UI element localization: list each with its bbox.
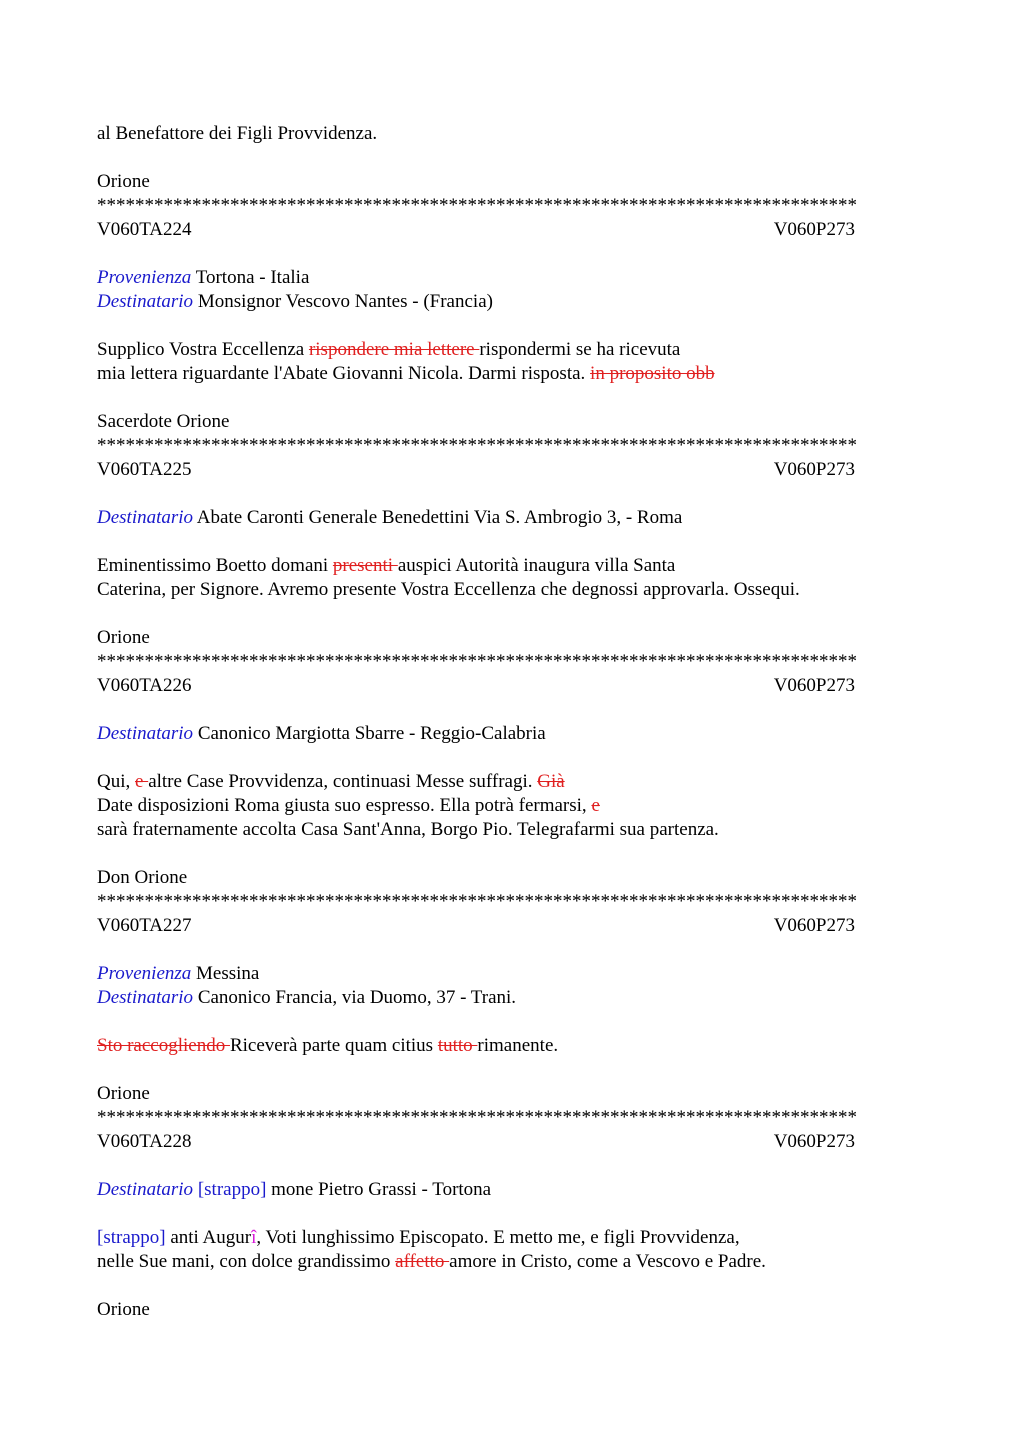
signature: Orione (97, 1299, 150, 1320)
entry-code-row (97, 1130, 855, 1154)
destinatario-value: Canonico Margiotta Sbarre - Reggio-Calabria (197, 723, 546, 744)
text-fragment: Riceverà parte quam citius (229, 1035, 438, 1056)
document-page (97, 122, 927, 1322)
page-code: V060P273 (773, 915, 855, 936)
destinatario-line (97, 1178, 927, 1202)
provenienza-value: Messina (196, 963, 260, 984)
destinatario-value: Abate Caronti Generale Benedettini Via S. Ambrogio 3, - Roma (196, 507, 683, 528)
destinatario-line (97, 722, 927, 746)
text-fragment: auspici Autorità inaugura villa Santa (397, 555, 676, 576)
text-fragment: Date disposizioni Roma giusta suo espresso. Ella potrà fermarsi, (97, 795, 592, 816)
deleted-text: tutto (437, 1035, 478, 1056)
deleted-text: Già (537, 771, 565, 792)
text-fragment: Eminentissimo Boetto domani (97, 555, 333, 576)
deleted-text: affetto (395, 1251, 450, 1272)
entry-code: V060TA227 (97, 915, 192, 936)
deleted-text: in proposito obb (590, 363, 715, 384)
entry-code: V060TA226 (97, 675, 192, 696)
provenienza-label: Provenienza (97, 267, 192, 288)
destinatario-line (97, 290, 927, 314)
entry-code-row (97, 674, 855, 698)
destinatario-label: Destinatario (97, 1179, 194, 1200)
page-code: V060P273 (773, 219, 855, 240)
page-code: V060P273 (773, 1131, 855, 1152)
separator: ******************************************************************************** (97, 651, 857, 672)
text-fragment: rimanente. (477, 1035, 559, 1056)
separator: ******************************************************************************** (97, 435, 857, 456)
signature: Orione (97, 171, 150, 192)
text-fragment: amore in Cristo, come a Vescovo e Padre. (449, 1251, 766, 1272)
deleted-text: e (135, 771, 149, 792)
text-fragment: Qui, (97, 771, 135, 792)
separator: ******************************************************************************** (97, 195, 857, 216)
destinatario-label: Destinatario (97, 987, 194, 1008)
deleted-text: Sto raccogliendo (97, 1035, 230, 1056)
signature: Orione (97, 627, 150, 648)
destinatario-label: Destinatario (97, 507, 194, 528)
destinatario-label: Destinatario (97, 291, 194, 312)
entry-code: V060TA224 (97, 219, 192, 240)
deleted-text: presenti (332, 555, 398, 576)
destinatario-line (97, 506, 927, 530)
text-line (97, 362, 927, 386)
text-line (97, 770, 927, 794)
text-fragment: anti Augur (165, 1227, 252, 1248)
signature: Orione (97, 1083, 150, 1104)
entry-code-row (97, 458, 855, 482)
text-fragment: mia lettera riguardante l'Abate Giovanni Nicola. Darmi risposta. (97, 363, 591, 384)
destinatario-line (97, 986, 927, 1010)
destinatario-label: Destinatario (97, 723, 194, 744)
signature: Don Orione (97, 867, 188, 888)
page-code: V060P273 (773, 675, 855, 696)
entry-code: V060TA225 (97, 459, 192, 480)
strappo-note: strappo (103, 1227, 160, 1248)
text-line (97, 338, 927, 362)
bracket-note: [strappo] (197, 1179, 267, 1200)
separator: ******************************************************************************** (97, 1107, 857, 1128)
provenienza-line (97, 266, 927, 290)
text-line (97, 1250, 927, 1274)
signature: Sacerdote Orione (97, 411, 230, 432)
destinatario-value: Monsignor Vescovo Nantes - (Francia) (197, 291, 493, 312)
text-line: sarà fraternamente accolta Casa Sant'Anna, Borgo Pio. Telegrafarmi sua partenza. (97, 819, 719, 840)
entry-code-row (97, 218, 855, 242)
deleted-text: e (591, 795, 600, 816)
text-line (97, 1226, 927, 1250)
text-line (97, 1034, 927, 1058)
entry-code: V060TA228 (97, 1131, 192, 1152)
page-code: V060P273 (773, 459, 855, 480)
destinatario-value: mone Pietro Grassi - Tortona (266, 1179, 492, 1200)
text-fragment: Supplico Vostra Eccellenza (97, 339, 309, 360)
entry-code-row (97, 914, 855, 938)
uncertain-char: î (251, 1227, 257, 1248)
bracket-note: [strappo] (97, 1227, 166, 1248)
text-line: Caterina, per Signore. Avremo presente Vostra Eccellenza che degnossi approvarla. Ossequi. (97, 579, 800, 600)
text-fragment: altre Case Provvidenza, continuasi Messe suffragi. (148, 771, 538, 792)
destinatario-value: Canonico Francia, via Duomo, 37 - Trani. (197, 987, 517, 1008)
provenienza-line (97, 962, 927, 986)
text-fragment: , Voti lunghissimo Episcopato. E metto me, e figli Provvidenza, (256, 1227, 740, 1248)
intro-line: al Benefattore dei Figli Provvidenza. (97, 123, 378, 144)
text-line (97, 554, 927, 578)
separator: ******************************************************************************** (97, 891, 857, 912)
strappo-note: strappo (204, 1179, 261, 1200)
provenienza-label: Provenienza (97, 963, 192, 984)
text-fragment: rispondermi se ha ricevuta (479, 339, 681, 360)
deleted-text: rispondere mia lettere (308, 339, 480, 360)
text-fragment: nelle Sue mani, con dolce grandissimo (97, 1251, 396, 1272)
provenienza-value: Tortona - Italia (195, 267, 310, 288)
text-line (97, 794, 927, 818)
